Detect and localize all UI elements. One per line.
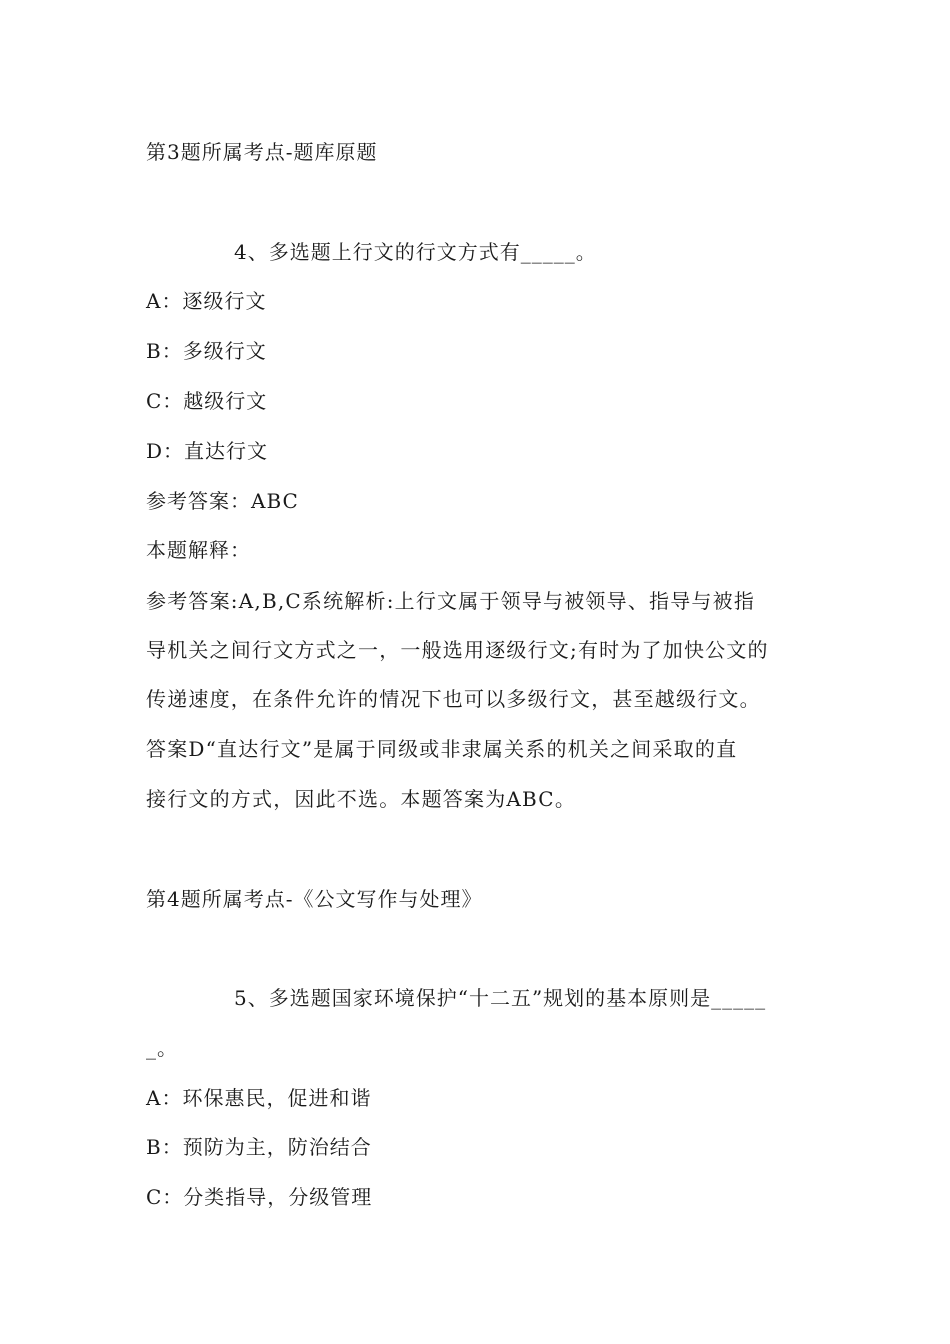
q5-stem-line-2: _。	[146, 1036, 178, 1060]
q4-explain-line-4: 答案D“直达行文”是属于同级或非隶属关系的机关之间采取的直	[146, 737, 738, 761]
q3-topic-label: 第3题所属考点-题库原题	[146, 140, 378, 164]
q5-option-c: C：分类指导，分级管理	[146, 1185, 373, 1209]
q4-topic-label: 第4题所属考点-《公文写作与处理》	[146, 887, 483, 911]
q4-explain-heading: 本题解释：	[146, 538, 251, 562]
q4-option-c: C：越级行文	[146, 389, 268, 413]
q4-explain-line-1: 参考答案:A,B,C系统解析:上行文属于领导与被领导、指导与被指	[146, 589, 756, 613]
q4-option-b: B：多级行文	[146, 339, 267, 363]
q4-answer: 参考答案：ABC	[146, 489, 299, 513]
q4-option-a: A：逐级行文	[146, 289, 267, 313]
q5-stem-line-1: 5、多选题国家环境保护“十二五”规划的基本原则是_____	[234, 986, 767, 1010]
q5-option-a: A：环保惠民，促进和谐	[146, 1086, 372, 1110]
q5-option-b: B：预防为主，防治结合	[146, 1135, 372, 1159]
q4-explain-line-5: 接行文的方式，因此不选。本题答案为ABC。	[146, 787, 577, 811]
q4-option-d: D：直达行文	[146, 439, 269, 463]
q4-stem: 4、多选题上行文的行文方式有_____。	[234, 240, 597, 264]
q4-explain-line-3: 传递速度，在条件允许的情况下也可以多级行文，甚至越级行文。	[146, 687, 761, 711]
q4-explain-line-2: 导机关之间行文方式之一，一般选用逐级行文;有时为了加快公文的	[146, 638, 769, 662]
